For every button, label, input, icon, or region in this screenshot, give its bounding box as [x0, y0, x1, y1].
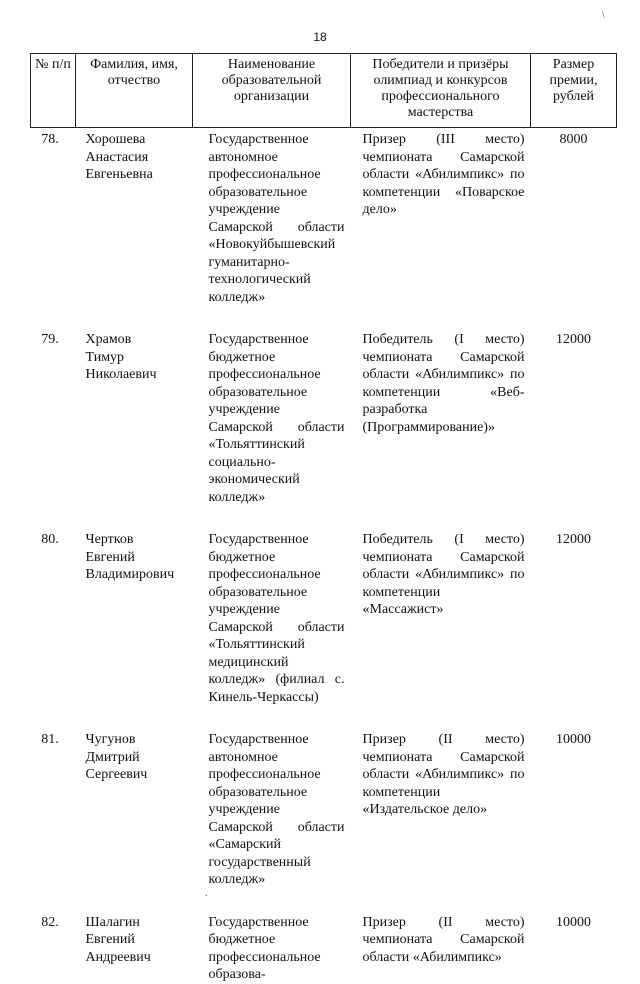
row-achievement: Призер (III место) чемпионата Самарской области «Абилимпикс» по компетенции «Поварское дело»: [351, 128, 531, 329]
scan-mark-top-right: \: [602, 10, 605, 21]
row-organization: Государственное автономное профессиональное образовательное учреждение Самарской области «Новокуйбышевский гуманитарно-технологический колледж»: [193, 128, 351, 329]
row-prize-amount: 10000: [556, 732, 591, 747]
first-name: Дмитрий: [85, 749, 140, 765]
patronymic: Владимирович: [85, 567, 175, 582]
header-full-name: Фамилия, имя, отчество: [76, 54, 193, 128]
row-full-name: [76, 328, 193, 528]
row-full-name: [76, 128, 193, 329]
first-name: Евгений: [85, 932, 135, 947]
first-name: Тимур: [85, 349, 125, 365]
row-full-name: [76, 528, 193, 728]
patronymic: Евгеньевна: [85, 167, 153, 182]
surname: Чертков: [85, 532, 134, 547]
surname: Чугунов: [85, 732, 136, 747]
row-achievement: Призер (II место) чемпионата Самарской области «Абилимпикс»: [362, 914, 525, 965]
row-achievement: Победитель (I место) чемпионата Самарской области «Абилимпикс» по компетенции «Веб-разработка (Программирование)»: [362, 332, 525, 435]
header-number: № п/п: [31, 54, 76, 128]
table-row: [31, 728, 617, 911]
header-achievement: Победители и призёры олимпиад и конкурсов профессионального мастерства: [351, 54, 531, 128]
header-prize-amount: Размер премии, рублей: [531, 54, 617, 128]
header-organization: Наименование образовательной организации: [193, 54, 351, 128]
table-header: [31, 54, 617, 128]
first-name: Евгений: [85, 549, 135, 565]
table-row: [31, 128, 617, 329]
row-full-name: [76, 911, 193, 984]
row-achievement: Призер (II место) чемпионата Самарской области «Абилимпикс» по компетенции «Издательское дело»: [362, 732, 525, 817]
row-prize-amount: 12000: [556, 332, 591, 347]
row-achievement: Победитель (I место) чемпионата Самарской области «Абилимпикс» по компетенции «Массажист»: [362, 532, 525, 617]
table-row: [31, 911, 617, 984]
row-number: 78.: [31, 128, 76, 329]
surname: Храмов: [85, 332, 132, 347]
table-row: [31, 528, 617, 728]
row-organization: Государственное бюджетное профессиональное образова-: [208, 914, 321, 982]
patronymic: Николаевич: [85, 367, 157, 382]
row-number: 79.: [41, 332, 59, 347]
table-row: [31, 328, 617, 528]
row-full-name: [76, 728, 193, 911]
row-prize-amount: 8000: [531, 128, 617, 329]
row-number: 81.: [41, 732, 59, 747]
surname: Шалагин: [85, 914, 140, 930]
row-organization: Государственное автономное профессиональное образовательное учреждение Самарской области «Самарский государственный колледж»: [208, 732, 345, 887]
row-organization: Государственное бюджетное профессиональное образовательное учреждение Самарской области «Тольяттинский медицинский колледж» (филиал с. Кинель-Черкассы): [208, 532, 345, 705]
patronymic: Сергеевич: [85, 767, 148, 782]
row-number: 80.: [41, 532, 59, 547]
row-organization: Государственное бюджетное профессиональное образовательное учреждение Самарской области «Тольяттинский социально-экономический колледж»: [208, 332, 345, 505]
row-number: 82.: [41, 914, 59, 930]
awards-table: [30, 53, 617, 984]
scan-mark-bottom: .: [205, 888, 208, 899]
row-prize-amount: 10000: [556, 914, 591, 930]
first-name: Анастасия: [85, 149, 149, 165]
surname: Хорошева: [85, 132, 146, 147]
page-number: 18: [313, 30, 327, 44]
row-prize-amount: 12000: [556, 532, 591, 547]
patronymic: Андреевич: [85, 949, 151, 965]
